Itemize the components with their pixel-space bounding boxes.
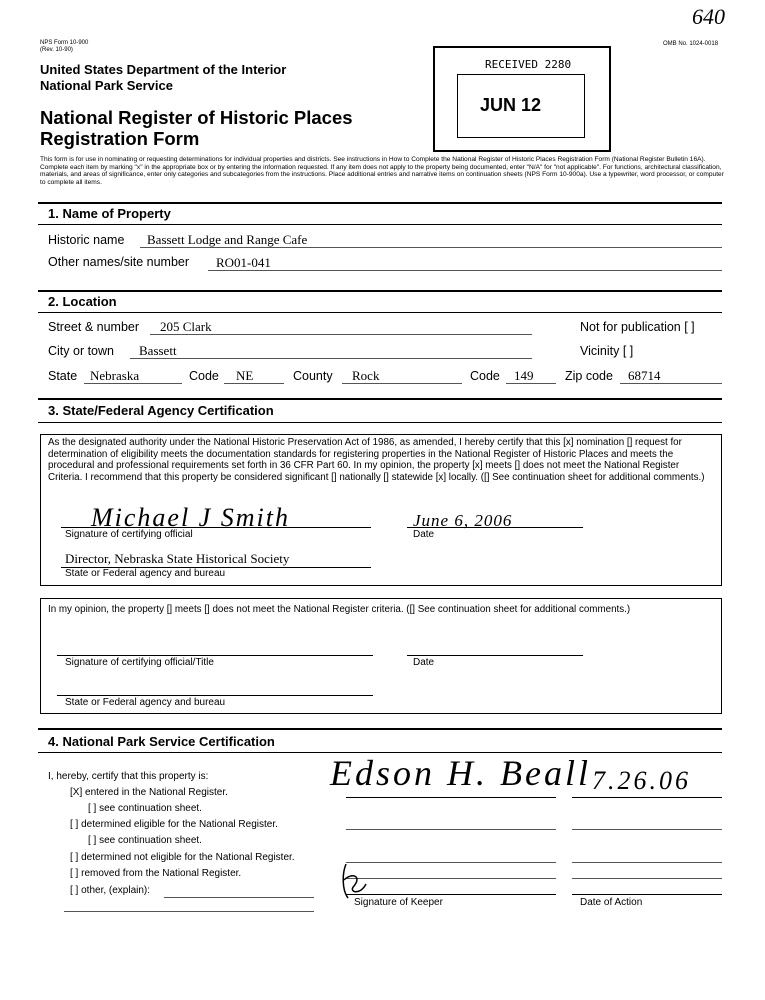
entered-checkbox[interactable]: [X] entered in the National Register. — [70, 787, 228, 798]
state-label: State — [48, 369, 78, 383]
section1-heading: 1. Name of Property — [48, 206, 171, 221]
section-divider — [38, 290, 722, 292]
keeper-line — [346, 878, 556, 879]
section-divider — [38, 422, 722, 423]
city-label: City or town — [48, 344, 114, 358]
stamp-inner-box — [457, 74, 585, 138]
nps-intro: I, hereby, certify that this property is: — [48, 771, 209, 782]
state-code-value: NE — [236, 368, 254, 383]
action-date-line — [572, 862, 722, 863]
not-eligible-checkbox[interactable]: [ ] determined not eligible for the National Register. — [70, 852, 295, 863]
other-names-value: RO01-041 — [216, 255, 271, 270]
state-certification-box — [40, 434, 722, 586]
field-underline — [224, 383, 284, 384]
section-divider — [38, 224, 722, 225]
county-code-value: 149 — [514, 368, 534, 383]
eligible-checkbox[interactable]: [ ] determined eligible for the National Register. — [70, 819, 278, 830]
city-value: Bassett — [139, 343, 177, 358]
other-checkbox[interactable]: [ ] other, (explain): — [70, 885, 151, 896]
action-label: Date of Action — [580, 897, 643, 908]
field-underline — [506, 383, 556, 384]
department-name: United States Department of the Interior — [40, 62, 287, 77]
date-line — [407, 527, 583, 528]
section-divider — [38, 728, 722, 730]
other-names-label: Other names/site number — [48, 255, 190, 269]
action-date-line — [572, 797, 722, 798]
county-label: County — [293, 369, 333, 383]
action-date-line — [572, 894, 722, 895]
agency-value: Director, Nebraska State Historical Society — [65, 551, 290, 566]
field-underline — [150, 334, 532, 335]
removed-checkbox[interactable]: [ ] removed from the National Register. — [70, 868, 242, 879]
county-code-label: Code — [470, 369, 500, 383]
certification-date: June 6, 2006 — [413, 511, 513, 530]
keeper-line — [346, 829, 556, 830]
section-divider — [38, 312, 722, 313]
signature-line — [61, 527, 371, 528]
opinion-box — [40, 598, 722, 714]
received-stamp — [433, 46, 611, 152]
keeper-line — [346, 894, 556, 895]
historic-name-value: Bassett Lodge and Range Cafe — [147, 232, 308, 247]
other-explain-line-2 — [64, 911, 314, 912]
state-code-label: Code — [189, 369, 219, 383]
agency2-line — [57, 695, 373, 696]
certifying-signature: Michael J Smith — [91, 503, 290, 532]
signature2-label: Signature of certifying official/Title — [65, 657, 214, 668]
stamp-date: JUN 12 — [480, 95, 542, 115]
signature-label: Signature of certifying official — [65, 529, 193, 540]
county-value: Rock — [352, 368, 380, 383]
street-value: 205 Clark — [160, 319, 212, 334]
field-underline — [140, 247, 722, 248]
section-divider — [38, 202, 722, 204]
state-value: Nebraska — [90, 368, 140, 383]
continuation-checkbox-1[interactable]: [ ] see continuation sheet. — [88, 803, 202, 814]
section4-heading: 4. National Park Service Certification — [48, 734, 275, 749]
section-divider — [38, 398, 722, 400]
keeper-line — [346, 797, 556, 798]
field-underline — [342, 383, 462, 384]
action-date-line — [572, 878, 722, 879]
form-number: NPS Form 10-900 — [40, 40, 89, 46]
date-label: Date — [413, 529, 435, 540]
not-for-publication-checkbox[interactable]: Not for publication [ ] — [580, 320, 695, 334]
form-instructions: This form is for use in nominating or requesting determinations for individual properties and districts. See instructions in How to Complete the National Register of Historic Places Registration Form (National Register Bulletin 16A). Complete each item by marking "x" in the appropriate box or by entering the information requested. If any item does not apply to the property being documented, enter "N/A" for "not applicable". For functions, architectural classification, materials, and areas of significance, enter only categories and subcategories from the instructions. Place additional entries and narrative items on continuation sheets (NPS Form 10-900a). Use a typewriter, word processor, or computer to complete all items. — [40, 156, 724, 186]
field-underline — [208, 270, 722, 271]
section2-heading: 2. Location — [48, 294, 117, 309]
section3-heading: 3. State/Federal Agency Certification — [48, 403, 274, 418]
field-underline — [84, 383, 182, 384]
keeper-signature: Edson H. Beall — [330, 753, 591, 793]
other-explain-line — [164, 897, 314, 898]
street-label: Street & number — [48, 320, 140, 334]
field-underline — [130, 358, 532, 359]
keeper-label: Signature of Keeper — [354, 897, 443, 908]
form-title-line2: Registration Form — [40, 128, 200, 149]
date2-label: Date — [413, 657, 435, 668]
agency2-label: State or Federal agency and bureau — [65, 697, 226, 708]
action-date: 7.26.06 — [592, 766, 691, 795]
zip-label: Zip code — [565, 369, 613, 383]
omb-number: OMB No. 1024-0018 — [663, 41, 719, 47]
form-revision: (Rev. 10-90) — [40, 47, 73, 53]
signature2-line — [57, 655, 373, 656]
form-title-line1: National Register of Historic Places — [40, 107, 353, 128]
zip-value: 68714 — [628, 368, 661, 383]
historic-name-label: Historic name — [48, 233, 125, 247]
date2-line — [407, 655, 583, 656]
stamp-received-text: RECEIVED 2280 — [485, 58, 572, 71]
keeper-initials — [340, 862, 370, 902]
opinion-text: In my opinion, the property [] meets [] does not meet the National Register criteria. ([] See continuation sheet for additional comments.) — [48, 604, 631, 615]
handwritten-number: 640 — [692, 4, 725, 29]
continuation-checkbox-2[interactable]: [ ] see continuation sheet. — [88, 835, 202, 846]
vicinity-checkbox[interactable]: Vicinity [ ] — [580, 344, 634, 358]
agency-label: State or Federal agency and bureau — [65, 568, 226, 579]
keeper-line — [346, 862, 556, 863]
action-date-line — [572, 829, 722, 830]
service-name: National Park Service — [40, 78, 173, 93]
certification-text: As the designated authority under the National Historic Preservation Act of 1986, as amended, I hereby certify that this [x] nomination [] request for determination of eligibility meets the documentation standards for registering properties in the National Register of Historic Places and meets the procedural and professional requirements set forth in 36 CFR Part 60. In my opinion, the property [x] meets [] does not meet the National Register Criteria. I recommend that this property be considered significant [] nationally [] statewide [x] locally. ([] See continuation sheet for additional comments.) — [48, 437, 705, 483]
field-underline — [620, 383, 722, 384]
